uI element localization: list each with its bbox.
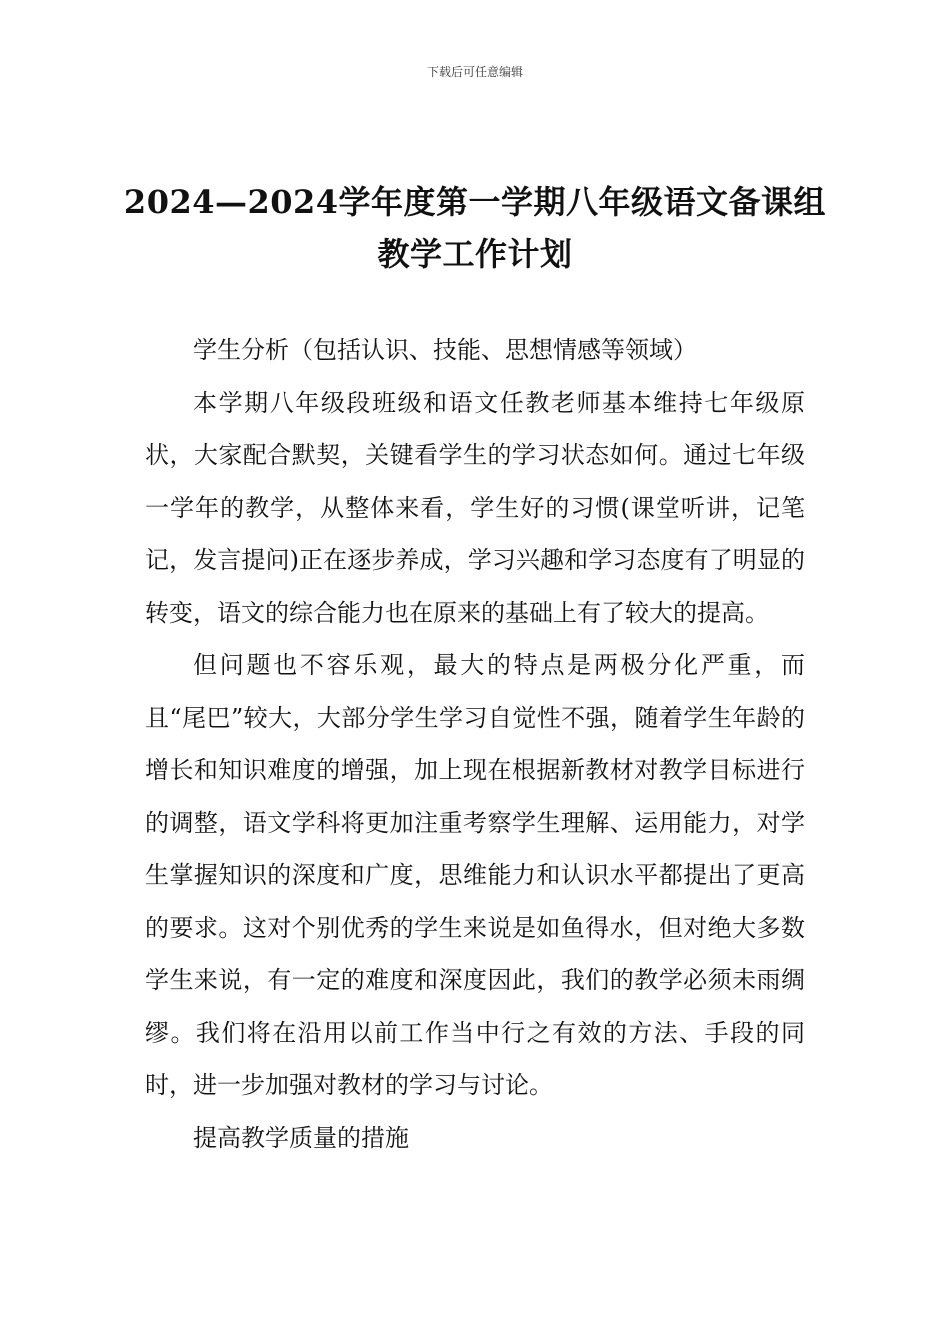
- section-heading-student-analysis: 学生分析（包括认识、技能、思想情感等领域）: [193, 336, 697, 364]
- document-body: [145, 324, 805, 1164]
- paragraph-class-status: 本学期八年级段班级和语文任教老师基本维持七年级原状，大家配合默契，关键看学生的学习状态如何。通过七年级一学年的教学，从整体来看，学生好的习惯(课堂听讲，记笔记，发言提问)正在逐步养成，学习兴趣和学习态度有了明显的转变，语文的综合能力也在原来的基础上有了较大的提高。: [145, 388, 805, 627]
- page-header-note: 下载后可任意编辑: [426, 65, 523, 79]
- section-heading-measures: 提高教学质量的措施: [193, 1123, 409, 1152]
- paragraph-problems: 但问题也不容乐观，最大的特点是两极分化严重，而且“尾巴”较大，大部分学生学习自觉性不强，随着学生年龄的增长和知识难度的增强，加上现在根据新教材对教学目标进行的调整，语文学科将更加注重考察学生理解、运用能力，对学生掌握知识的深度和广度，思维能力和认识水平都提出了更高的要求。这对个别优秀的学生来说是如鱼得水，但对绝大多数学生来说，有一定的难度和深度因此，我们的教学必须未雨绸缪。我们将在沿用以前工作当中行之有效的方法、手段的同时，进一步加强对教材的学习与讨论。: [145, 651, 805, 1099]
- document-title: 2024—2024学年度第一学期八年级语文备课组教学工作计划: [123, 183, 827, 273]
